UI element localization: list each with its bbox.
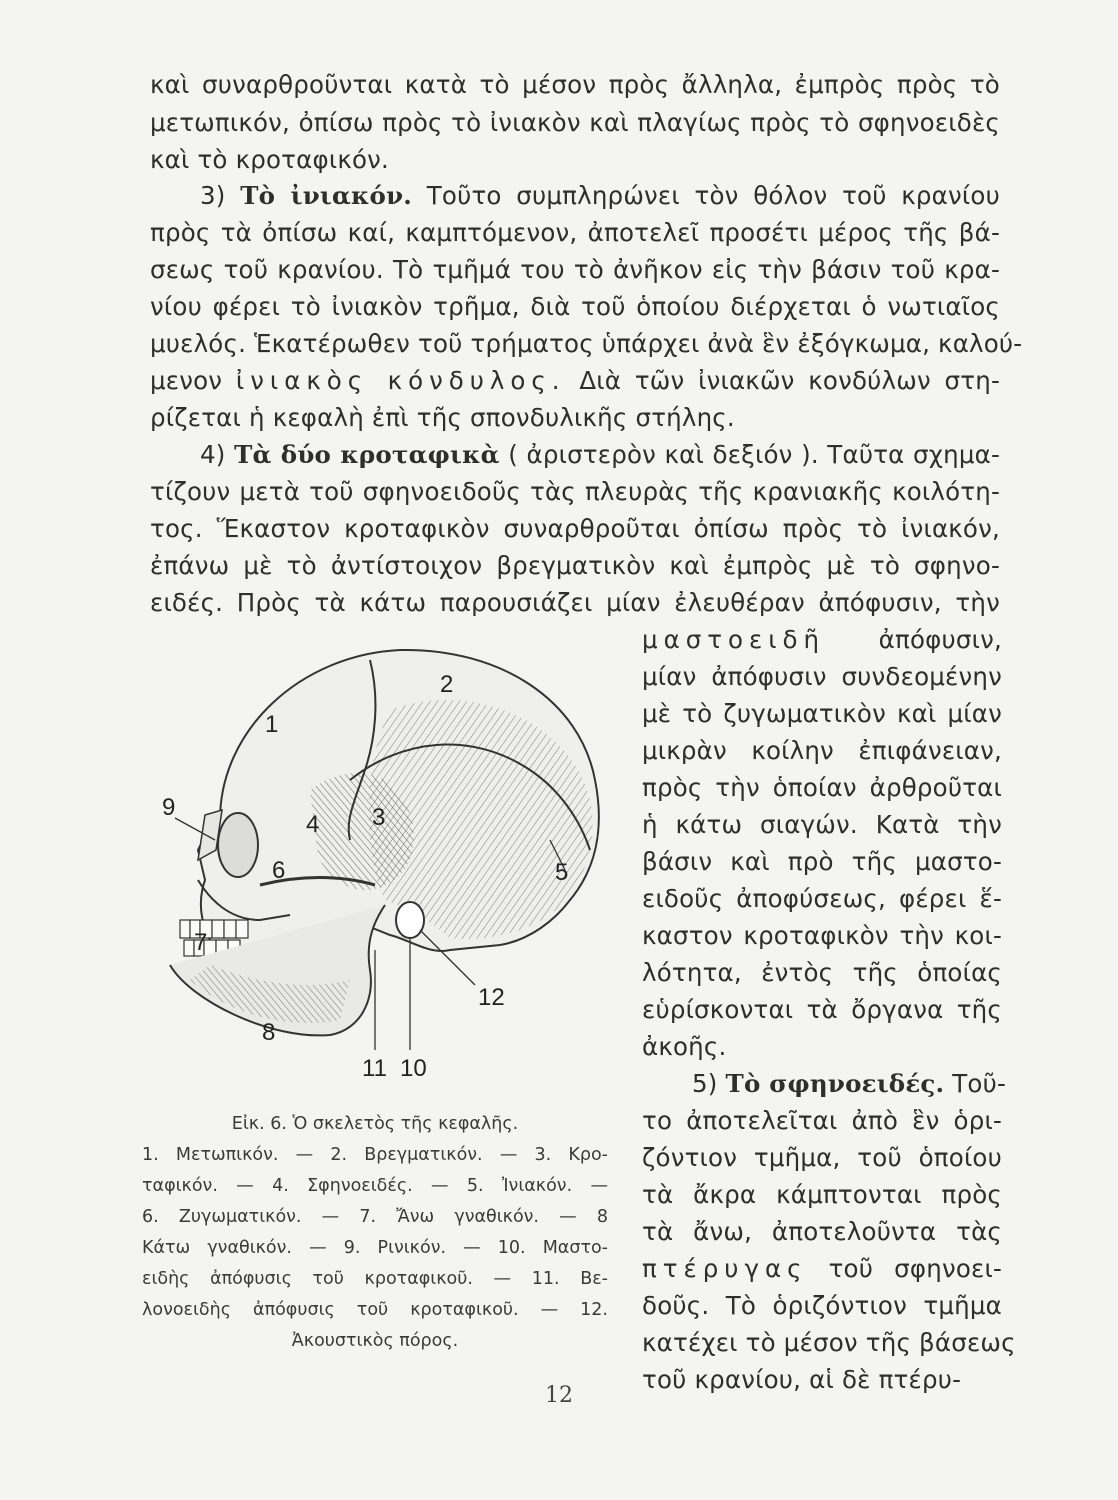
text-line: ἀκοῆς. bbox=[642, 1032, 727, 1061]
section-number: 3) bbox=[200, 181, 226, 210]
text-line: το ἀποτελεῖται ἀπὸ ἓν ὁρι- bbox=[642, 1106, 1002, 1135]
page-number: 12 bbox=[545, 1383, 573, 1408]
figure-label: 8 bbox=[262, 1019, 276, 1046]
text-span: Τοῦ- bbox=[952, 1069, 1007, 1098]
skull-figure bbox=[150, 620, 630, 1090]
text-line: καὶ συναρθροῦνται κατὰ τὸ μέσον πρὸς ἄλληλα, ἐμπρὸς πρὸς τὸ bbox=[150, 70, 1000, 99]
text-line bbox=[150, 366, 1000, 396]
text-line: τοῦ κρανίου, αἱ δὲ πτέρυ- bbox=[642, 1365, 962, 1394]
text-line: βάσιν καὶ πρὸ τῆς μαστο- bbox=[642, 847, 1002, 876]
section-heading: Τὸ σφηνοειδές. bbox=[725, 1069, 945, 1098]
figure-caption-line: 1. Μετωπικόν. — 2. Βρεγματικόν. — 3. Κρο- bbox=[142, 1145, 608, 1165]
figure-label: 11 bbox=[362, 1055, 387, 1082]
text-line: τίζουν μετὰ τοῦ σφηνοειδοῦς τὰς πλευρὰς τῆς κρανιακῆς κοιλότη- bbox=[150, 477, 1000, 506]
figure-label: 7 bbox=[194, 929, 208, 956]
text-line: μετωπικόν, ὀπίσω πρὸς τὸ ἰνιακὸν καὶ πλαγίως πρὸς τὸ σφηνοειδὲς bbox=[150, 108, 1000, 137]
text-line: πρὸς τὰ ὀπίσω καί, καμπτόμενον, ἀποτελεῖ προσέτι μέρος τῆς βά- bbox=[150, 218, 1000, 247]
figure-label: 1 bbox=[265, 711, 279, 738]
text-line: μικρὰν κοίλην ἐπιφάνειαν, bbox=[642, 736, 1002, 765]
section-heading: Τὸ ἰνιακόν. bbox=[240, 181, 413, 210]
figure-caption-line: ειδὴς ἀπόφυσις τοῦ κροταφικοῦ. — 11. Βε- bbox=[142, 1269, 608, 1289]
text-line: μυελός. Ἑκατέρωθεν τοῦ τρήματος ὑπάρχει ἀνὰ ἓν ἐξόγκωμα, καλού- bbox=[150, 329, 1023, 358]
text-span: ( ἀριστερὸν καὶ δεξιόν ). Ταῦτα σχημα- bbox=[508, 440, 1000, 469]
figure-label: 9 bbox=[162, 794, 176, 821]
text-span: Διὰ τῶν ἰνιακῶν κονδύλων στη- bbox=[579, 366, 1000, 395]
text-span: τοῦ σφηνοει- bbox=[828, 1254, 1002, 1283]
text-line: τος. Ἕκαστον κροταφικὸν συναρθροῦται ὀπίσω πρὸς τὸ ἰνιακόν, bbox=[150, 514, 1000, 543]
text-span: μενον bbox=[150, 366, 223, 395]
figure-caption-line: Ἀκουστικὸς πόρος. bbox=[291, 1331, 459, 1351]
text-line: πρὸς τὴν ὁποίαν ἀρθροῦται bbox=[642, 773, 1002, 802]
text-line: ζόντιον τμῆμα, τοῦ ὁποίου bbox=[642, 1143, 1002, 1172]
upper-teeth bbox=[180, 920, 248, 938]
orbit bbox=[218, 813, 258, 877]
text-line: μίαν ἀπόφυσιν συνδεομένην bbox=[642, 662, 1002, 691]
figure-caption-line: λονοειδὴς ἀπόφυσις τοῦ κροταφικοῦ. — 12. bbox=[142, 1300, 608, 1320]
text-line bbox=[642, 625, 1002, 655]
figure-label: 2 bbox=[440, 671, 454, 698]
text-line: τὰ ἄκρα κάμπτονται πρὸς bbox=[642, 1180, 1002, 1209]
text-line: ἡ κάτω σιαγών. Κατὰ τὴν bbox=[642, 810, 1002, 839]
spaced-term: μαστοειδῆ bbox=[642, 625, 826, 654]
section-heading: Τὰ δύο κροταφικὰ bbox=[234, 440, 500, 469]
text-line: δοῦς. Τὸ ὁριζόντιον τμῆμα bbox=[642, 1291, 1002, 1320]
text-line bbox=[642, 1254, 1002, 1284]
figure-caption-title: Εἰκ. 6. Ὁ σκελετὸς τῆς κεφαλῆς. bbox=[231, 1114, 519, 1134]
text-line: ειδές. Πρὸς τὰ κάτω παρουσιάζει μίαν ἐλευθέραν ἀπόφυσιν, τὴν bbox=[150, 588, 1000, 617]
figure-caption-line: ταφικόν. — 4. Σφηνοειδές. — 5. Ἰνιακόν. — bbox=[142, 1176, 608, 1196]
section-number: 4) bbox=[200, 440, 226, 469]
text-line: μὲ τὸ ζυγωματικὸν καὶ μίαν bbox=[642, 699, 1002, 728]
text-line: λότητα, ἐντὸς τῆς ὁποίας bbox=[642, 958, 1002, 987]
text-line: τὰ ἄνω, ἀποτελοῦντα τὰς bbox=[642, 1217, 1002, 1246]
section-5-first-line bbox=[692, 1069, 1007, 1099]
text-line: εὑρίσκονται τὰ ὄργανα τῆς bbox=[642, 995, 1002, 1024]
text-span: ἀπόφυσιν, bbox=[878, 625, 1002, 654]
figure-label: 10 bbox=[400, 1055, 427, 1082]
text-line: κατέχει τὸ μέσον τῆς βάσεως bbox=[642, 1328, 1016, 1357]
skull-illustration bbox=[150, 620, 630, 1090]
text-line: καστον κροταφικὸν τὴν κοι- bbox=[642, 921, 1002, 950]
figure-label: 5 bbox=[555, 859, 569, 886]
text-line: σεως τοῦ κρανίου. Τὸ τμῆμά του τὸ ἀνῆκον εἰς τὴν βάσιν τοῦ κρα- bbox=[150, 255, 1000, 284]
text-line: καὶ τὸ κροταφικόν. bbox=[150, 145, 390, 174]
ear-canal bbox=[396, 902, 424, 938]
section-3-first-line bbox=[200, 181, 1000, 211]
spaced-term: πτέρυγας bbox=[642, 1254, 808, 1283]
figure-label: 12 bbox=[478, 984, 505, 1011]
spaced-term: ἰνιακὸς κόνδυλος. bbox=[235, 366, 566, 395]
figure-label: 4 bbox=[306, 811, 320, 838]
figure-label: 6 bbox=[272, 857, 286, 884]
text-line: ρίζεται ἡ κεφαλὴ ἐπὶ τῆς σπονδυλικῆς στήλης. bbox=[150, 403, 735, 432]
section-4-first-line bbox=[200, 440, 1000, 470]
text-line: νίου φέρει τὸ ἰνιακὸν τρῆμα, διὰ τοῦ ὁποίου διέρχεται ὁ νωτιαῖος bbox=[150, 292, 1000, 321]
text-span: Τοῦτο συμπληρώνει τὸν θόλον τοῦ κρανίου bbox=[426, 181, 1000, 210]
figure-caption-line: 6. Ζυγωματικόν. — 7. Ἄνω γναθικόν. — 8 bbox=[142, 1207, 608, 1227]
text-line: ειδοῦς ἀποφύσεως, φέρει ἕ- bbox=[642, 884, 1002, 913]
figure-caption-line: Κάτω γναθικόν. — 9. Ρινικόν. — 10. Μαστο- bbox=[142, 1238, 608, 1258]
figure-label: 3 bbox=[372, 804, 386, 831]
section-number: 5) bbox=[692, 1069, 718, 1098]
text-line: ἐπάνω μὲ τὸ ἀντίστοιχον βρεγματικὸν καὶ ἐμπρὸς μὲ τὸ σφηνο- bbox=[150, 551, 1000, 580]
